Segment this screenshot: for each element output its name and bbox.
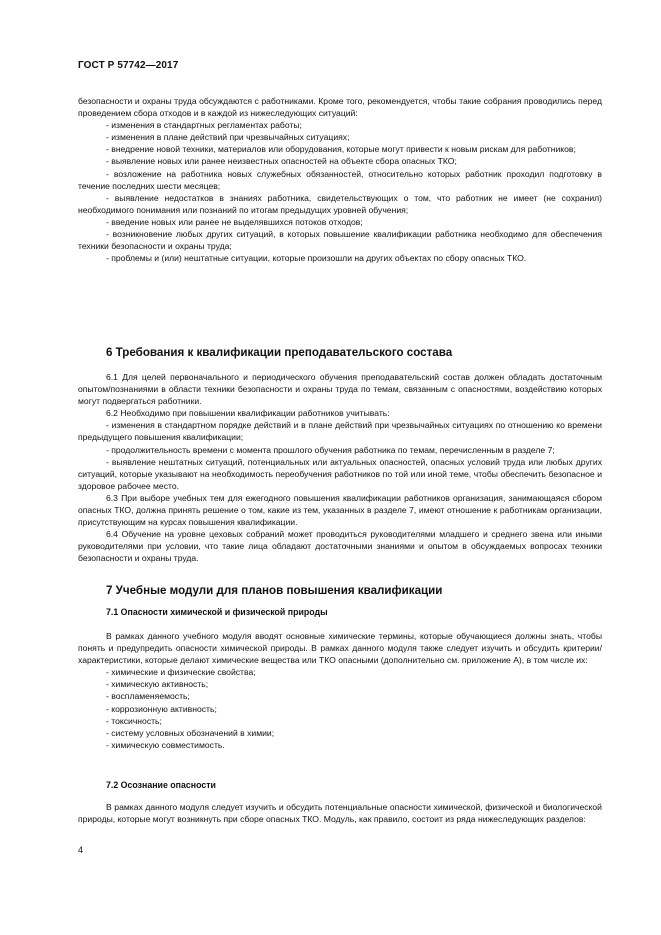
- paragraph-6-2: 6.2 Необходимо при повышении квалификации работников учитывать:: [106, 408, 390, 419]
- list-item: - возникновение любых других ситуаций, в которых повышение квалификации работника необходимо для обеспечения техники безопасности и охраны труда;: [78, 229, 602, 252]
- list-item: - возложение на работника новых служебных обязанностей, относительно которых работник проходил подготовку в течение последних шести месяцев;: [78, 168, 602, 191]
- intro-block: [78, 95, 602, 264]
- document-header: ГОСТ Р 57742—2017: [78, 60, 179, 71]
- paragraph-6-4: 6.4 Обучение на уровне цеховых собраний может проводиться руководителями младшего и среднего звена или иными руководителями при условии, что такие лица обладают достаточными знаниями и опытом в обсуждаемых вопросах техники безопасности и охраны труда.: [78, 529, 602, 564]
- list-item: - химическую совместимость.: [106, 739, 225, 750]
- list-item: - химическую активность;: [106, 679, 209, 690]
- list-item: - изменения в стандартном порядке действий и в плане действий при чрезвычайных ситуациях по отношению ко времени предыдущего повышения квалификации;: [78, 420, 602, 443]
- list-item: - выявление недостатков в знаниях работника, свидетельствующих о том, что работник не имеет (не сохранил) необходимого понимания или познаний по итогам предыдущих уровней обучения;: [78, 192, 602, 215]
- paragraph-6-1: 6.1 Для целей первоначального и периодического обучения преподавательский состав должен обладать достаточным опытом/познаниями в области техники безопасности и охраны труда по темам, связанным с опасностями, воздействию которых могут подвергаться работники.: [78, 372, 602, 407]
- list-item: - выявление новых или ранее неизвестных опасностей на объекте сбора опасных ТКО;: [106, 156, 457, 167]
- paragraph-7-1: В рамках данного учебного модуля вводят основные химические термины, которые обучающиеся должны знать, чтобы понять и предупредить опасности химической природы. В рамках данного модуля также следует изучить и обсудить критерии/характеристики, которые делают химические вещества или ТКО опасными (дополнительно см. приложение А), в том числе их:: [78, 631, 602, 666]
- section-7-title: 7 Учебные модули для планов повышения квалификации: [106, 584, 443, 597]
- page-number: 4: [78, 845, 84, 855]
- subsection-7-2-body: [78, 801, 602, 825]
- subsection-7-1-body: [78, 630, 602, 751]
- list-item: - коррозионную активность;: [106, 703, 217, 714]
- list-item: - выявление нештатных ситуаций, потенциальных или актуальных опасностей, опасных условий труда или любых других ситуаций, которые указывают на необходимость переобучения работников по той или иной теме, чтобы обеспечить безопасное и здоровое рабочее место.: [78, 456, 602, 491]
- list-item: - изменения в стандартных регламентах работы;: [106, 120, 302, 131]
- list-item: - введение новых или ранее не выделявшихся потоков отходов;: [106, 216, 363, 227]
- section-6-title: 6 Требования к квалификации преподавательского состава: [106, 346, 453, 359]
- list-item: - проблемы и (или) нештатные ситуации, которые произошли на других объектах по сбору опасных ТКО.: [106, 253, 527, 264]
- subsection-7-1-title: 7.1 Опасности химической и физической природы: [106, 607, 328, 617]
- subsection-7-2-title: 7.2 Осознание опасности: [106, 780, 216, 790]
- intro-paragraph: безопасности и охраны труда обсуждаются с работниками. Кроме того, рекомендуется, чтобы такие собрания проводились перед проведением сбора отходов и в каждой из нижеследующих ситуаций:: [78, 96, 602, 119]
- list-item: - систему условных обозначений в химии;: [106, 727, 275, 738]
- paragraph-6-3: 6.3 При выборе учебных тем для ежегодного повышения квалификации работников организация, занимающаяся сбором опасных ТКО, должна принять решение о том, какие из тем, указанных в разделе 7, имеют отношение к работникам организации, присутствующим на курсах повышения квалификации.: [78, 492, 602, 528]
- list-item: - воспламеняемость;: [106, 691, 190, 702]
- section-6-body: [78, 371, 602, 565]
- list-item: - химические и физические свойства;: [106, 667, 256, 678]
- list-item: - токсичность;: [106, 715, 162, 726]
- list-item: - изменения в плане действий при чрезвычайных ситуациях;: [106, 132, 350, 143]
- paragraph-7-2: В рамках данного модуля следует изучить и обсудить потенциальные опасности химической, физической и биологической природы, которые могут возникнуть при сборе опасных ТКО. Модуль, как правило, состоит из ряда нижеследующих разделов:: [78, 802, 602, 825]
- list-item: - внедрение новой техники, материалов или оборудования, которые могут привести к новым рискам для работников;: [106, 144, 576, 155]
- list-item: - продолжительность времени с момента прошлого обучения работника по темам, перечисленным в разделе 7;: [106, 444, 555, 455]
